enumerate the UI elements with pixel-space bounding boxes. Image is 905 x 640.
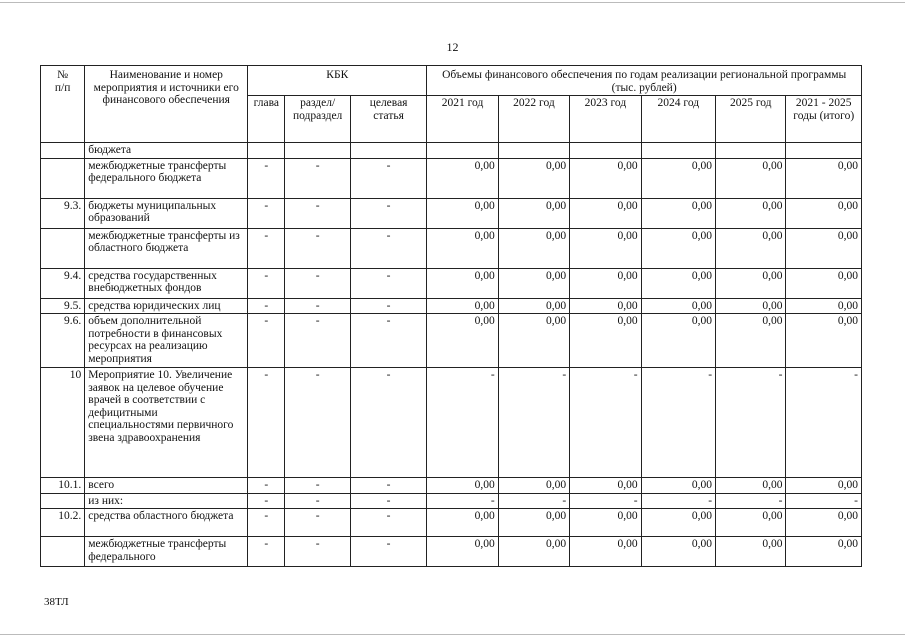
row-value: 0,00 xyxy=(641,268,715,298)
header-year-2025: 2025 год xyxy=(716,96,786,143)
header-year-2021: 2021 год xyxy=(427,96,498,143)
row-value: 0,00 xyxy=(716,198,786,228)
row-name: межбюджетные трансферты федерального бюджета xyxy=(85,158,248,198)
page-number: 12 xyxy=(446,40,459,54)
row-value: 0,00 xyxy=(427,298,498,314)
header-kbk: КБК xyxy=(248,66,427,96)
row-value: 0,00 xyxy=(570,314,641,368)
row-glava: - xyxy=(248,368,285,478)
row-razdel: - xyxy=(285,478,350,494)
row-value: 0,00 xyxy=(786,268,862,298)
row-value: 0,00 xyxy=(570,198,641,228)
row-value: 0,00 xyxy=(716,478,786,494)
row-value: 0,00 xyxy=(498,268,569,298)
table-row xyxy=(41,228,862,268)
header-glava: глава xyxy=(248,96,285,143)
row-value: - xyxy=(427,493,498,509)
row-razdel: - xyxy=(285,493,350,509)
row-value: 0,00 xyxy=(641,228,715,268)
table-row xyxy=(41,368,862,478)
row-statya: - xyxy=(350,478,426,494)
row-razdel: - xyxy=(285,158,350,198)
row-razdel: - xyxy=(285,368,350,478)
row-value: - xyxy=(641,493,715,509)
table-row xyxy=(41,268,862,298)
row-value xyxy=(716,143,786,159)
row-value: 0,00 xyxy=(641,509,715,537)
row-name: объем дополнительной потребности в финансовых ресурсах на реализацию мероприятия xyxy=(85,314,248,368)
row-value: 0,00 xyxy=(570,509,641,537)
row-name: из них: xyxy=(85,493,248,509)
row-value: 0,00 xyxy=(786,228,862,268)
table-row xyxy=(41,314,862,368)
row-value: - xyxy=(498,368,569,478)
row-value xyxy=(786,143,862,159)
row-value xyxy=(641,143,715,159)
row-glava: - xyxy=(248,509,285,537)
row-value: 0,00 xyxy=(716,509,786,537)
row-name: средства юридических лиц xyxy=(85,298,248,314)
table-row xyxy=(41,537,862,567)
header-year-2023: 2023 год xyxy=(570,96,641,143)
row-value: 0,00 xyxy=(427,158,498,198)
table-row xyxy=(41,158,862,198)
row-value: 0,00 xyxy=(427,478,498,494)
row-value: 0,00 xyxy=(716,228,786,268)
row-name: Мероприятие 10. Увеличение заявок на целевое обучение врачей в соответствии с дефицитными специальностями первичного звена здравоохранения xyxy=(85,368,248,478)
row-value: 0,00 xyxy=(786,198,862,228)
row-name: бюджета xyxy=(85,143,248,159)
row-num: 9.4. xyxy=(41,268,85,298)
row-razdel: - xyxy=(285,228,350,268)
row-num xyxy=(41,493,85,509)
row-value: 0,00 xyxy=(498,228,569,268)
row-value: 0,00 xyxy=(570,298,641,314)
row-value: - xyxy=(786,368,862,478)
row-value: 0,00 xyxy=(570,478,641,494)
row-value xyxy=(570,143,641,159)
row-value: 0,00 xyxy=(641,298,715,314)
row-statya: - xyxy=(350,314,426,368)
header-year-2022: 2022 год xyxy=(498,96,569,143)
row-name: всего xyxy=(85,478,248,494)
row-num: 9.6. xyxy=(41,314,85,368)
row-name: межбюджетные трансферты из областного бюджета xyxy=(85,228,248,268)
row-glava: - xyxy=(248,478,285,494)
row-value: - xyxy=(570,493,641,509)
row-num: 9.5. xyxy=(41,298,85,314)
row-value: - xyxy=(786,493,862,509)
row-statya: - xyxy=(350,493,426,509)
row-value: 0,00 xyxy=(641,198,715,228)
row-statya: - xyxy=(350,158,426,198)
row-value: 0,00 xyxy=(786,314,862,368)
row-value: 0,00 xyxy=(716,537,786,567)
row-value: 0,00 xyxy=(427,509,498,537)
row-statya: - xyxy=(350,298,426,314)
row-statya xyxy=(350,143,426,159)
table-row xyxy=(41,493,862,509)
row-glava: - xyxy=(248,158,285,198)
row-name: бюджеты муниципальных образований xyxy=(85,198,248,228)
row-value: 0,00 xyxy=(786,537,862,567)
row-value xyxy=(498,143,569,159)
row-num: 10.1. xyxy=(41,478,85,494)
row-num xyxy=(41,228,85,268)
row-value: 0,00 xyxy=(570,228,641,268)
header-razdel: раздел/ подраздел xyxy=(285,96,350,143)
row-value: - xyxy=(641,368,715,478)
row-value: 0,00 xyxy=(427,198,498,228)
budget-table-body xyxy=(41,143,862,567)
row-razdel: - xyxy=(285,268,350,298)
header-statya: целевая статья xyxy=(350,96,426,143)
row-statya: - xyxy=(350,198,426,228)
row-razdel: - xyxy=(285,198,350,228)
row-value: 0,00 xyxy=(427,537,498,567)
row-value: 0,00 xyxy=(716,158,786,198)
row-statya: - xyxy=(350,268,426,298)
row-value: 0,00 xyxy=(641,478,715,494)
footer-code: 38ТЛ xyxy=(44,596,69,608)
row-name: межбюджетные трансферты федерального xyxy=(85,537,248,567)
row-value: - xyxy=(498,493,569,509)
row-num: 10.2. xyxy=(41,509,85,537)
row-value: 0,00 xyxy=(498,198,569,228)
row-value: 0,00 xyxy=(498,537,569,567)
row-razdel: - xyxy=(285,509,350,537)
row-num: 9.3. xyxy=(41,198,85,228)
table-row xyxy=(41,198,862,228)
row-statya: - xyxy=(350,368,426,478)
row-num xyxy=(41,158,85,198)
row-value: 0,00 xyxy=(427,268,498,298)
row-value: - xyxy=(716,368,786,478)
row-value: 0,00 xyxy=(786,158,862,198)
row-razdel: - xyxy=(285,298,350,314)
row-glava: - xyxy=(248,298,285,314)
row-value: 0,00 xyxy=(641,158,715,198)
row-value: 0,00 xyxy=(641,314,715,368)
row-glava: - xyxy=(248,537,285,567)
row-value xyxy=(427,143,498,159)
row-value: 0,00 xyxy=(716,298,786,314)
row-value: 0,00 xyxy=(498,158,569,198)
row-value: 0,00 xyxy=(786,478,862,494)
row-value: 0,00 xyxy=(716,268,786,298)
row-name: средства государственных внебюджетных фондов xyxy=(85,268,248,298)
row-value: 0,00 xyxy=(498,509,569,537)
table-row xyxy=(41,143,862,159)
table-row xyxy=(41,509,862,537)
row-value: 0,00 xyxy=(570,268,641,298)
row-statya: - xyxy=(350,509,426,537)
row-glava: - xyxy=(248,198,285,228)
row-value: - xyxy=(427,368,498,478)
row-glava: - xyxy=(248,314,285,368)
row-value: 0,00 xyxy=(786,509,862,537)
header-name: Наименование и номер мероприятия и источники его финансового обеспечения xyxy=(85,66,248,143)
row-value: 0,00 xyxy=(570,158,641,198)
row-value: 0,00 xyxy=(786,298,862,314)
row-value: 0,00 xyxy=(641,537,715,567)
row-glava: - xyxy=(248,493,285,509)
row-num xyxy=(41,537,85,567)
row-value: 0,00 xyxy=(427,228,498,268)
table-row xyxy=(41,298,862,314)
row-glava: - xyxy=(248,268,285,298)
row-glava xyxy=(248,143,285,159)
header-volumes: Объемы финансового обеспечения по годам реализации региональной программы (тыс. рублей) xyxy=(427,66,862,96)
scan-edge-bottom xyxy=(0,634,905,635)
row-value: - xyxy=(716,493,786,509)
table-row xyxy=(41,478,862,494)
row-razdel xyxy=(285,143,350,159)
row-num: 10 xyxy=(41,368,85,478)
budget-table xyxy=(40,65,862,567)
row-razdel: - xyxy=(285,537,350,567)
row-value: 0,00 xyxy=(498,298,569,314)
row-value: 0,00 xyxy=(427,314,498,368)
row-statya: - xyxy=(350,228,426,268)
row-glava: - xyxy=(248,228,285,268)
scan-edge-top xyxy=(0,2,905,3)
header-num: № п/п xyxy=(41,66,85,143)
row-value: 0,00 xyxy=(498,478,569,494)
row-value: 0,00 xyxy=(498,314,569,368)
row-num xyxy=(41,143,85,159)
row-razdel: - xyxy=(285,314,350,368)
row-value: 0,00 xyxy=(716,314,786,368)
row-name: средства областного бюджета xyxy=(85,509,248,537)
header-year-2024: 2024 год xyxy=(641,96,715,143)
row-value: 0,00 xyxy=(570,537,641,567)
header-year-total: 2021 - 2025 годы (итого) xyxy=(786,96,862,143)
row-value: - xyxy=(570,368,641,478)
row-statya: - xyxy=(350,537,426,567)
